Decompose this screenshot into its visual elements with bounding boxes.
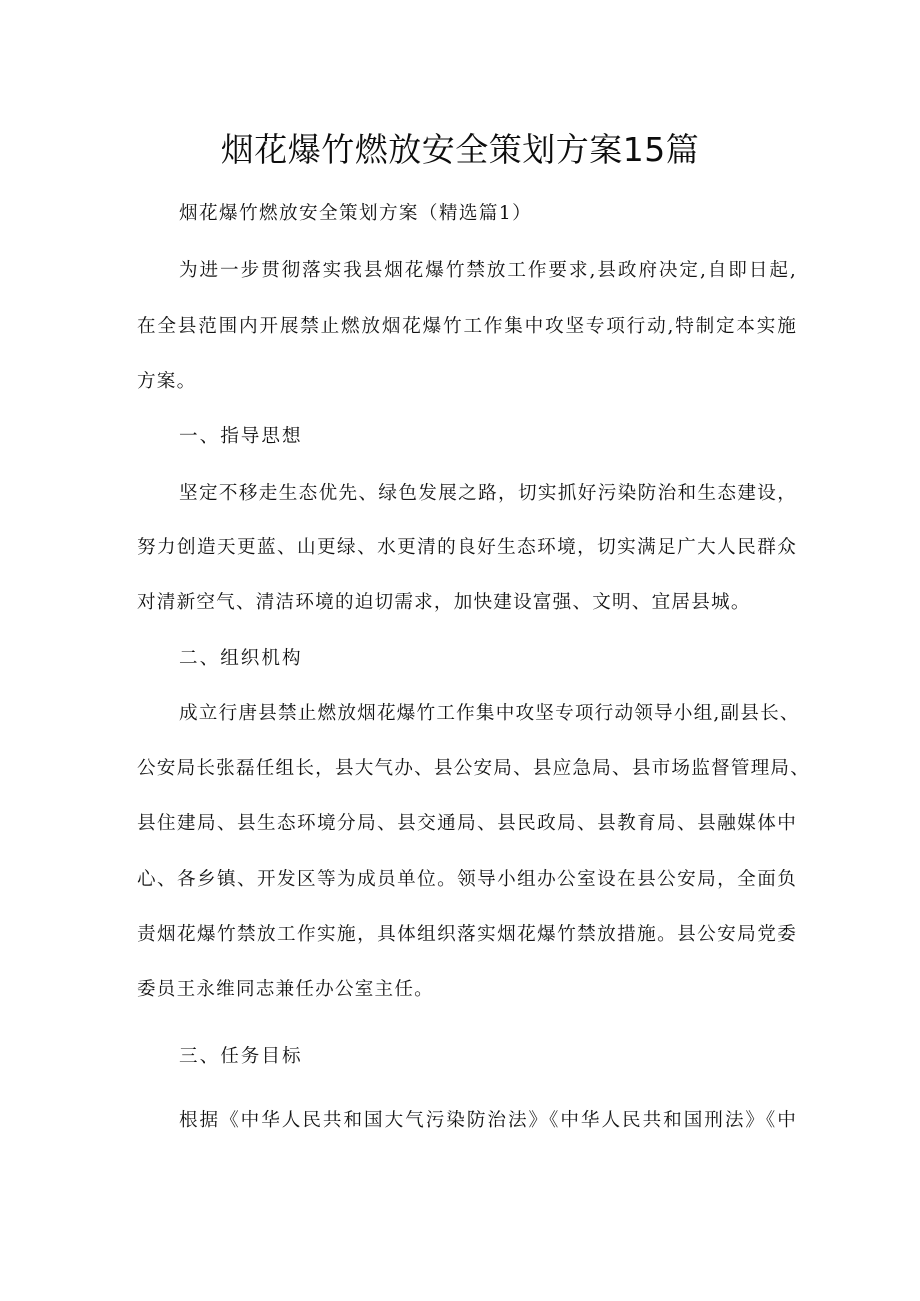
paragraph-line: 在全县范围内开展禁止燃放烟花爆竹工作集中攻坚专项行动,特制定本实施 bbox=[137, 316, 797, 337]
paragraph-line: 努力创造天更蓝、山更绿、水更清的良好生态环境，切实满足广大人民群众 bbox=[137, 537, 797, 558]
paragraph-line: 委员王永维同志兼任办公室主任。 bbox=[137, 979, 434, 1000]
paragraph-line: 心、各乡镇、开发区等为成员单位。领导小组办公室设在县公安局，全面负 bbox=[137, 869, 797, 890]
document-title: 烟花爆竹燃放安全策划方案15篇 bbox=[220, 130, 700, 169]
paragraph-line: 县住建局、县生态环境分局、县交通局、县民政局、县教育局、县融媒体中 bbox=[137, 813, 797, 834]
paragraph-line: 公安局长张磊任组长，县大气办、县公安局、县应急局、县市场监督管理局、 bbox=[137, 758, 810, 779]
paragraph-line: 成立行唐县禁止燃放烟花爆竹工作集中攻坚专项行动领导小组,副县长、 bbox=[179, 703, 800, 724]
paragraph-line: 对清新空气、清洁环境的迫切需求，加快建设富强、文明、宜居县城。 bbox=[137, 592, 751, 613]
section-heading: 三、任务目标 bbox=[179, 1046, 303, 1067]
paragraph-line: 坚定不移走生态优先、绿色发展之路，切实抓好污染防治和生态建设， bbox=[179, 483, 797, 504]
paragraph-line: 方案。 bbox=[137, 371, 197, 392]
section-heading: 二、组织机构 bbox=[179, 648, 303, 669]
section-subtitle: 烟花爆竹燃放安全策划方案（精选篇1） bbox=[179, 203, 533, 224]
paragraph-line: 责烟花爆竹禁放工作实施，具体组织落实烟花爆竹禁放措施。县公安局党委 bbox=[137, 924, 797, 945]
section-heading: 一、指导思想 bbox=[179, 426, 303, 447]
paragraph-line: 为进一步贯彻落实我县烟花爆竹禁放工作要求,县政府决定,自即日起, bbox=[179, 260, 797, 281]
paragraph-line: 根据《中华人民共和国大气污染防治法》《中华人民共和国刑法》《中 bbox=[179, 1110, 797, 1131]
